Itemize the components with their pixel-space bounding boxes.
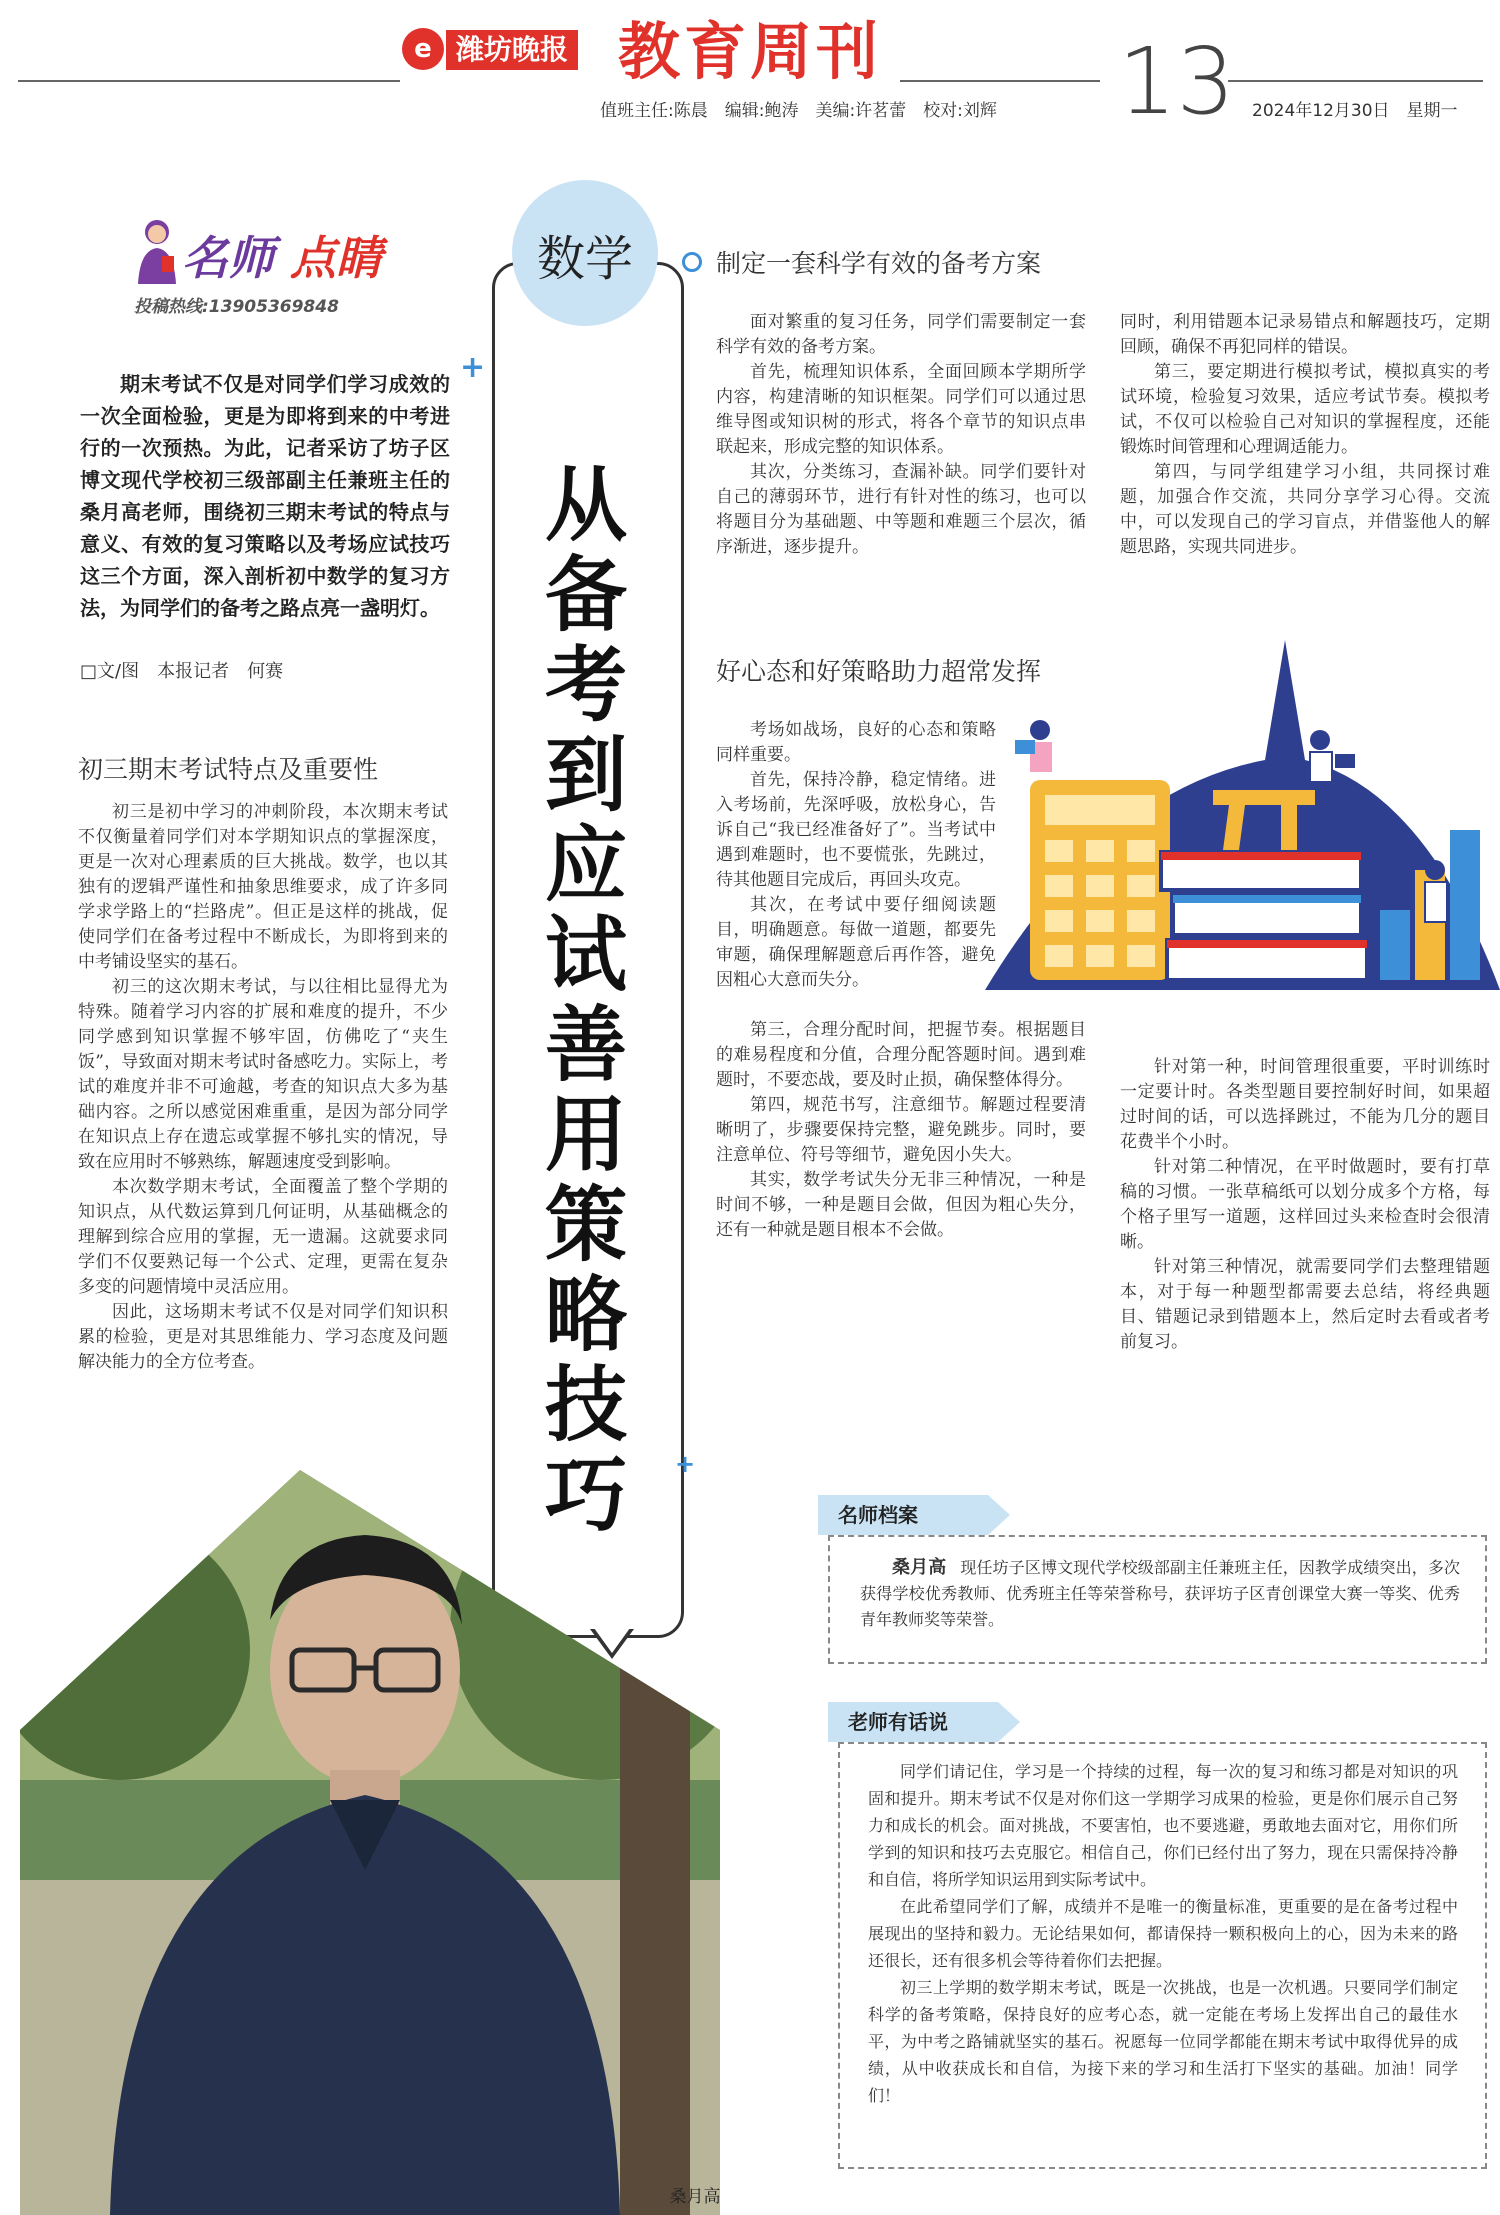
teacher-figure-icon (132, 216, 182, 286)
section-title: 教育周刊 (618, 15, 883, 88)
section3-paragraph: 针对第一种，时间管理很重要，平时训练时一定要计时。各类型题目要控制好时间，如果超过时间的话，可以选择跳过，不能为几分的题目花费半个小时。 (1120, 1057, 1490, 1152)
math-study-illustration (985, 640, 1500, 990)
section2-paragraph: 第三，要定期进行模拟考试，模拟真实的考试环境，检验复习效果，适应考试节奏。模拟考试，不仅可以检验自己对知识的掌握程度，还能锻炼时间管理和心理调适能力。 (1120, 362, 1490, 457)
section1-body (78, 800, 448, 1375)
section3-wide-column (716, 1018, 1086, 1243)
issue-date: 2024年12月30日 星期一 (1252, 101, 1458, 121)
section2-paragraph: 面对繁重的复习任务，同学们需要制定一套科学有效的备考方案。 (716, 312, 1086, 357)
paper-logo-icon: e (402, 28, 444, 70)
section3-narrow-column (716, 718, 996, 993)
section3-paragraph: 首先，保持冷静，稳定情绪。进入考场前，先深呼吸，放松身心，告诉自己“我已经准备好了”。当考试中遇到难题时，也不要慌张，先跳过，待其他题目完成后，再回头攻克。 (716, 770, 996, 890)
masthead-rule-mid (900, 80, 1100, 82)
section3-right-column (1120, 1055, 1490, 1355)
teacher-says-tag: 老师有话说 (828, 1702, 998, 1742)
plus-decoration: + (675, 1450, 696, 1478)
section3-heading: 好心态和好策略助力超常发挥 (716, 657, 1042, 686)
byline: □文/图 本报记者 何赛 (80, 661, 284, 682)
section2-heading: 制定一套科学有效的备考方案 (716, 249, 1042, 278)
section1-paragraph: 初三是初中学习的冲刺阶段，本次期末考试不仅衡量着同学们对本学期知识点的掌握深度，更是一次对心理素质的巨大挑战。数学，也以其独有的逻辑严谨性和抽象思维要求，成了许多同学求学路上的“拦路虎”。但正是这样的挑战，促使同学们在备考过程中不断成长，为即将到来的中考铺设坚实的基石。 (78, 802, 448, 972)
section2-paragraph: 首先，梳理知识体系，全面回顾本学期所学内容，构建清晰的知识框架。同学们可以通过思维导图或知识树的形式，将各个章节的知识点串联起来，形成完整的知识体系。 (716, 362, 1086, 457)
profile-text (860, 1555, 1460, 1633)
section3-paragraph: 第四，规范书写，注意细节。解题过程要清晰明了，步骤要保持完整，避免跳步。同时，要注意单位、符号等细节，避免因小失大。 (716, 1095, 1086, 1165)
photo-caption: 桑月高 (669, 2187, 721, 2207)
teacher-portrait-photo (0, 1450, 740, 2215)
plus-decoration: + (460, 350, 486, 385)
bullet-circle-icon (682, 252, 702, 272)
profile-description: 现任坊子区博文现代学校级部副主任兼班主任，因教学成绩突出，多次获得学校优秀教师、优秀班主任等荣誉称号，获评坊子区青创课堂大赛一等奖、优秀青年教师奖等荣誉。 (860, 1558, 1460, 1629)
profile-name: 桑月高 (892, 1557, 947, 1578)
paper-name: 潍坊晚报 (446, 30, 578, 70)
section1-paragraph: 本次数学期末考试，全面覆盖了整个学期的知识点，从代数运算到几何证明，从基础概念的理解到综合应用的掌握，无一遗漏。这就要求同学们不仅要熟记每一个公式、定理，更需在复杂多变的问题情境中灵活应用。 (78, 1177, 448, 1297)
section3-paragraph: 考场如战场，良好的心态和策略同样重要。 (716, 720, 996, 765)
profile-tag: 名师档案 (818, 1495, 988, 1535)
section3-paragraph: 针对第三种情况，就需要同学们去整理错题本，对于每一种题型都需要去总结，将经典题目、错题记录到错题本上，然后定时去看或者考前复习。 (1120, 1257, 1490, 1352)
section3-paragraph: 针对第二种情况，在平时做题时，要有打草稿的习惯。一张草稿纸可以划分成多个方格，每个格子里写一道题，这样回过头来检查时会很清晰。 (1120, 1157, 1490, 1252)
section3-paragraph: 其次，在考试中要仔细阅读题目，明确题意。每做一道题，都要先审题，确保理解题意后再作答，避免因粗心大意而失分。 (716, 895, 996, 990)
lead-paragraph: 期末考试不仅是对同学们学习成效的一次全面检验，更是为即将到来的中考进行的一次预热。为此，记者采访了坊子区博文现代学校初三级部副主任兼班主任的桑月高老师，围绕初三期末考试的特点与意义、有效的复习策略以及考场应试技巧这三个方面，深入剖析初中数学的复习方法，为同学们的备考之路点亮一盏明灯。 (80, 372, 450, 620)
teacher-says-paragraph: 同学们请记住，学习是一个持续的过程，每一次的复习和练习都是对知识的巩固和提升。期末考试不仅是对你们这一学期学习成果的检验，更是你们展示自己努力和成长的机会。面对挑战，不要害怕，也不要逃避，勇敢地去面对它，用你们所学到的知识和技巧去克服它。相信自己，你们已经付出了努力，现在只需保持冷静和自信，将所学知识运用到实际考试中。 (868, 1762, 1458, 1889)
section1-paragraph: 因此，这场期末考试不仅是对同学们知识积累的检验，更是对其思维能力、学习态度及问题解决能力的全方位考查。 (78, 1302, 448, 1372)
section2-paragraph: 其次，分类练习，查漏补缺。同学们要针对自己的薄弱环节，进行有针对性的练习，也可以将题目分为基础题、中等题和难题三个层次，循序渐进，逐步提升。 (716, 462, 1086, 557)
teacher-says-text (868, 1758, 1458, 2109)
column-badge (130, 210, 430, 320)
badge-hotline: 投稿热线:13905369848 (134, 297, 339, 317)
masthead-rule-left (18, 80, 400, 82)
section1-heading: 初三期末考试特点及重要性 (78, 755, 379, 784)
section3-paragraph: 第三，合理分配时间，把握节奏。根据题目的难易程度和分值，合理分配答题时间。遇到难题时，不要恋战，要及时止损，确保整体得分。 (716, 1020, 1086, 1090)
masthead-rule-right (1228, 80, 1483, 82)
staff-credits: 值班主任:陈晨 编辑:鲍涛 美编:许茗蕾 校对:刘辉 (600, 101, 997, 121)
section2-paragraph: 第四，与同学组建学习小组，共同探讨难题，加强合作交流，共同分享学习心得。交流中，可以发现自己的学习盲点，并借鉴他人的解题思路，实现共同进步。 (1120, 462, 1490, 557)
subject-label: 数学 (536, 231, 633, 287)
section2-paragraph-continued: 同时，利用错题本记录易错点和解题技巧，定期回顾，确保不再犯同样的错误。 (1120, 312, 1490, 357)
section1-paragraph: 初三的这次期末考试，与以往相比显得尤为特殊。随着学习内容的扩展和难度的提升，不少同学感到知识掌握不够牢固，仿佛吃了“夹生饭”，导致面对期末考试时备感吃力。实际上，考试的难度并非不可逾越，考查的知识点大多为基础内容。之所以感觉困难重重，是因为部分同学在知识点上存在遗忘或掌握不够扎实的情况，导致在应用时不够熟练，解题速度受到影响。 (78, 977, 448, 1172)
section3-paragraph: 其实，数学考试失分无非三种情况，一种是时间不够，一种是题目会做，但因为粗心失分，还有一种就是题目根本不会做。 (716, 1170, 1086, 1240)
section2-column-left (716, 310, 1086, 560)
page-number: 13 (1118, 28, 1236, 135)
main-headline: 从备考到应试 善用策略技巧 (544, 457, 710, 1543)
teacher-says-paragraph: 在此希望同学们了解，成绩并不是唯一的衡量标准，更重要的是在备考过程中展现出的坚持和毅力。无论结果如何，都请保持一颗积极向上的心，因为未来的路还很长，还有很多机会等待着你们去把握。 (868, 1897, 1458, 1970)
teacher-says-paragraph: 初三上学期的数学期末考试，既是一次挑战，也是一次机遇。只要同学们制定科学的备考策略，保持良好的应考心态，就一定能在考场上发挥出自己的最佳水平，为中考之路铺就坚实的基石。祝愿每一位同学都能在期末考试中取得优异的成绩，从中收获成长和自信，为接下来的学习和生活打下坚实的基础。加油！同学们！ (868, 1978, 1458, 2105)
badge-title-part2: 点睛 (290, 231, 382, 285)
section2-column-right (1120, 310, 1490, 560)
badge-title-part1: 名师 (182, 231, 274, 285)
